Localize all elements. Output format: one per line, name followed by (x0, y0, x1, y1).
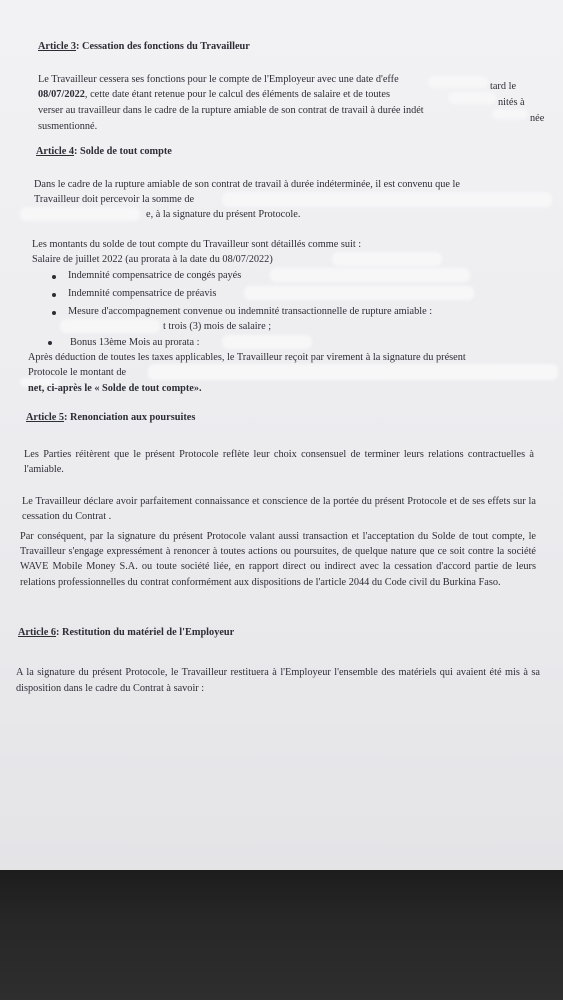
bullet (52, 311, 56, 315)
redaction-mark (60, 319, 160, 333)
article-6-paragraph-1: A la signature du présent Protocole, le Travailleur restituera à l'Employeur l'ensemble des matériels qui avaient été mis à sa disposition dans le cadre du Contrat à savoir : (16, 667, 540, 694)
list-item: Bonus 13ème Mois au prorata : (70, 337, 200, 348)
redaction-mark (244, 286, 474, 300)
article-5-heading: Article 5: Renonciation aux poursuites (26, 412, 196, 423)
list-item: Mesure d'accompagnement convenue ou indemnité transactionnelle de rupture amiable : (68, 306, 433, 317)
article-4-line-7: Protocole le montant de (28, 367, 127, 378)
redaction-mark (448, 92, 496, 104)
article-4-heading: Article 4: Solde de tout compte (36, 146, 172, 157)
article-4-line-5: Salaire de juillet 2022 (au prorata à la date du 08/07/2022) (32, 254, 273, 265)
article-3-line-1-end: tard le (490, 81, 517, 92)
article-4-line-2: Travailleur doit percevoir la somme de (34, 194, 195, 205)
redaction-mark (222, 192, 552, 207)
list-item: Indemnité compensatrice de préavis (68, 288, 217, 299)
article-4-line-3: e, à la signature du présent Protocole. (146, 209, 301, 220)
redaction-mark (148, 364, 558, 380)
redaction-mark (20, 207, 140, 221)
article-6-heading: Article 6: Restitution du matériel de l'Employeur (18, 627, 235, 638)
redaction-mark (332, 252, 442, 266)
list-item: Indemnité compensatrice de congés payés (68, 270, 242, 281)
article-3-heading: Article 3: Cessation des fonctions du Travailleur (38, 41, 250, 52)
article-3-line-2-end: nités à (498, 97, 525, 108)
article-3-line-3-end: née (530, 113, 545, 124)
article-4-line-1: Dans le cadre de la rupture amiable de son contrat de travail à durée indéterminée, il est convenu que le (34, 179, 460, 190)
redaction-mark (270, 268, 470, 282)
list-item-continuation: t trois (3) mois de salaire ; (163, 321, 272, 332)
article-5-paragraph-1: Les Parties réitèrent que le présent Protocole reflète leur choix consensuel de terminer leurs relations contractuelles à l'amiable. (24, 449, 534, 475)
article-3-line-3: verser au travailleur dans le cadre de la rupture amiable de son contrat de travail à durée indét (38, 105, 424, 116)
bullet (48, 341, 52, 345)
article-5-paragraph-2: Le Travailleur déclare avoir parfaitement connaissance et conscience de la portée du présent Protocole et de ses effets sur la cessation du Contrat . (22, 496, 536, 522)
article-4-line-8: net, ci-après le « Solde de tout compte». (28, 383, 202, 394)
bullet (52, 275, 56, 279)
article-4-line-4: Les montants du solde de tout compte du Travailleur sont détaillés comme suit : (32, 239, 362, 250)
article-5-paragraph-3: Par conséquent, par la signature du présent Protocole valant aussi transaction et l'acceptation du Solde de tout compte, le Travailleur s'engage expressément à renoncer à toutes actions ou poursuites, de quelque nature que ce soit contre la société WAVE Mobile Money S.A. ou toute société liée, en rapport direct ou indirect avec la cessation d'accord partie de leurs relations professionnelles du contrat conformément aux dispositions de l'article 2044 du Code civil du Burkina Faso. (20, 531, 536, 588)
redaction-mark (428, 76, 488, 88)
article-4-line-6: Après déduction de toutes les taxes applicables, le Travailleur reçoit par virement à la signature du présent (28, 352, 466, 363)
redaction-mark (492, 109, 528, 119)
photo-dark-background (0, 870, 563, 1000)
article-3-line-2: 08/07/2022, cette date étant retenue pour le calcul des éléments de salaire et de toutes (38, 89, 390, 100)
bullet (52, 293, 56, 297)
article-3-line-4: susmentionné. (38, 121, 98, 132)
redaction-mark (222, 335, 312, 349)
article-3-line-1: Le Travailleur cessera ses fonctions pour le compte de l'Employeur avec une date d'effe (38, 74, 399, 85)
